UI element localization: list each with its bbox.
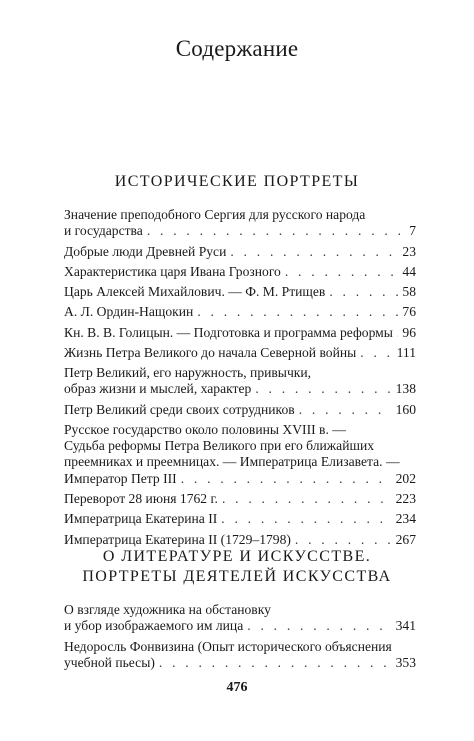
section-heading-literature-art xyxy=(0,547,474,587)
toc-entry-text: Судьба реформы Петра Великого при его ближайших xyxy=(64,438,375,454)
toc-leader-dots xyxy=(230,244,398,260)
toc-page-number: 138 xyxy=(395,381,416,397)
toc-entry xyxy=(64,532,416,548)
toc-entry-text: Император Петр III xyxy=(64,470,177,486)
toc-entry-last-line xyxy=(64,655,416,671)
toc-entry xyxy=(64,639,416,671)
toc-entry-text: образ жизни и мыслей, характер xyxy=(64,381,252,397)
toc-entry xyxy=(64,264,416,280)
toc-entry-last-line xyxy=(64,304,416,320)
toc-page-number: 202 xyxy=(395,470,416,486)
toc-page-number: 7 xyxy=(409,223,416,239)
toc-leader-dots xyxy=(285,264,399,280)
section-heading-line: О ЛИТЕРАТУРЕ И ИСКУССТВЕ. xyxy=(102,548,372,565)
toc-entry-text: О взгляде художника на обстановку xyxy=(64,602,271,617)
toc-entry-text: Характеристика царя Ивана Грозного xyxy=(64,263,281,279)
toc-entry-text: преемниках и преемницах. — Императрица Елизавета. — xyxy=(64,454,400,470)
toc-leader-dots xyxy=(159,655,392,671)
toc-page-number: 76 xyxy=(402,304,416,320)
toc-page-number: 234 xyxy=(395,511,416,527)
toc-entry-text: Переворот 28 июня 1762 г. xyxy=(64,490,218,506)
toc-entry-last-line xyxy=(64,244,416,260)
toc-entry xyxy=(64,511,416,527)
toc-entry xyxy=(64,345,416,361)
toc-entry xyxy=(64,244,416,260)
section-heading-line: ПОРТРЕТЫ ДЕЯТЕЛЕЙ ИСКУССТВА xyxy=(82,568,392,585)
toc-entry-text: Русское государство около половины XVIII в. — xyxy=(64,422,346,438)
toc-entry xyxy=(64,304,416,320)
toc-entry-last-line xyxy=(64,223,416,239)
toc-leader-dots xyxy=(247,618,391,634)
toc-entry-last-line xyxy=(64,264,416,280)
toc-entry-last-line xyxy=(64,511,416,527)
toc-page-number: 341 xyxy=(395,618,416,634)
toc-page-number: 58 xyxy=(402,284,416,300)
toc-leader-dots xyxy=(295,532,392,548)
page-title: Содержание xyxy=(175,36,299,61)
toc-entry-last-line xyxy=(64,402,416,418)
toc-entry-text: Кн. В. В. Голицын. — Подготовка и программа реформы xyxy=(64,324,393,340)
toc-entry-text: Жизнь Петра Великого до начала Северной войны xyxy=(64,344,357,360)
toc-entry xyxy=(64,602,416,634)
toc-entry-text: и убор изображаемого им лица xyxy=(64,618,244,634)
toc-leader-dots xyxy=(360,345,392,361)
toc-entry-last-line xyxy=(64,381,416,397)
toc-entry-last-line xyxy=(64,284,416,300)
toc-page-number: 223 xyxy=(395,490,416,506)
toc-entry-last-line xyxy=(64,532,416,548)
toc-entry-text: Значение преподобного Сергия для русского народа xyxy=(64,207,366,222)
toc-entry-text: Недоросль Фонвизина (Опыт исторического объяснения xyxy=(64,638,392,654)
toc-page-number: 44 xyxy=(402,263,416,279)
page-number: 476 xyxy=(226,680,248,695)
toc-page-number: 267 xyxy=(395,531,416,547)
toc-entry-last-line xyxy=(64,471,416,487)
toc-page-number: 353 xyxy=(395,654,416,670)
toc-leader-dots xyxy=(221,511,391,527)
toc-entry xyxy=(64,365,416,397)
toc-entry-text: Императрица Екатерина II xyxy=(64,511,218,527)
toc-entry xyxy=(64,284,416,300)
toc-entry-last-line xyxy=(64,491,416,507)
toc-leader-dots xyxy=(181,471,392,487)
section-heading-line: ИСТОРИЧЕСКИЕ ПОРТРЕТЫ xyxy=(114,173,360,190)
toc-page-number: 111 xyxy=(396,344,416,360)
toc-leader-dots xyxy=(222,491,392,507)
toc-entry-last-line xyxy=(64,618,416,634)
toc-entry-last-line xyxy=(64,325,416,341)
toc-entry-text: Царь Алексей Михайлович. — Ф. М. Ртищев xyxy=(64,284,326,300)
section-heading-historical-portraits xyxy=(0,172,474,192)
toc-leader-dots xyxy=(197,304,398,320)
toc-entry xyxy=(64,402,416,418)
toc-entry-text: Петр Великий среди своих сотрудников xyxy=(64,401,295,417)
toc-page-number: 96 xyxy=(402,324,416,340)
toc-entry xyxy=(64,422,416,487)
toc-page-number: 23 xyxy=(402,243,416,259)
toc-entry-text: и государства xyxy=(64,223,143,239)
toc-leader-dots xyxy=(397,325,399,341)
toc-leader-dots xyxy=(147,223,405,239)
toc-entry-text: Императрица Екатерина II (1729–1798) xyxy=(64,531,291,547)
toc-entry xyxy=(64,491,416,507)
toc-entry xyxy=(64,207,416,239)
toc-entry xyxy=(64,325,416,341)
toc-page-number: 160 xyxy=(395,401,416,417)
toc-leader-dots xyxy=(329,284,398,300)
toc-entry-text: Петр Великий, его наружность, привычки, xyxy=(64,365,312,381)
toc-list-literature-art xyxy=(64,602,416,671)
toc-entry-text: учебной пьесы) xyxy=(64,654,155,670)
toc-leader-dots xyxy=(299,402,392,418)
toc-entry-text: Добрые люди Древней Руси xyxy=(64,243,227,259)
toc-leader-dots xyxy=(255,381,391,397)
toc-entry-text: А. Л. Ордин-Нащокин xyxy=(64,304,194,320)
toc-entry-last-line xyxy=(64,345,416,361)
toc-list-historical-portraits xyxy=(64,207,416,548)
